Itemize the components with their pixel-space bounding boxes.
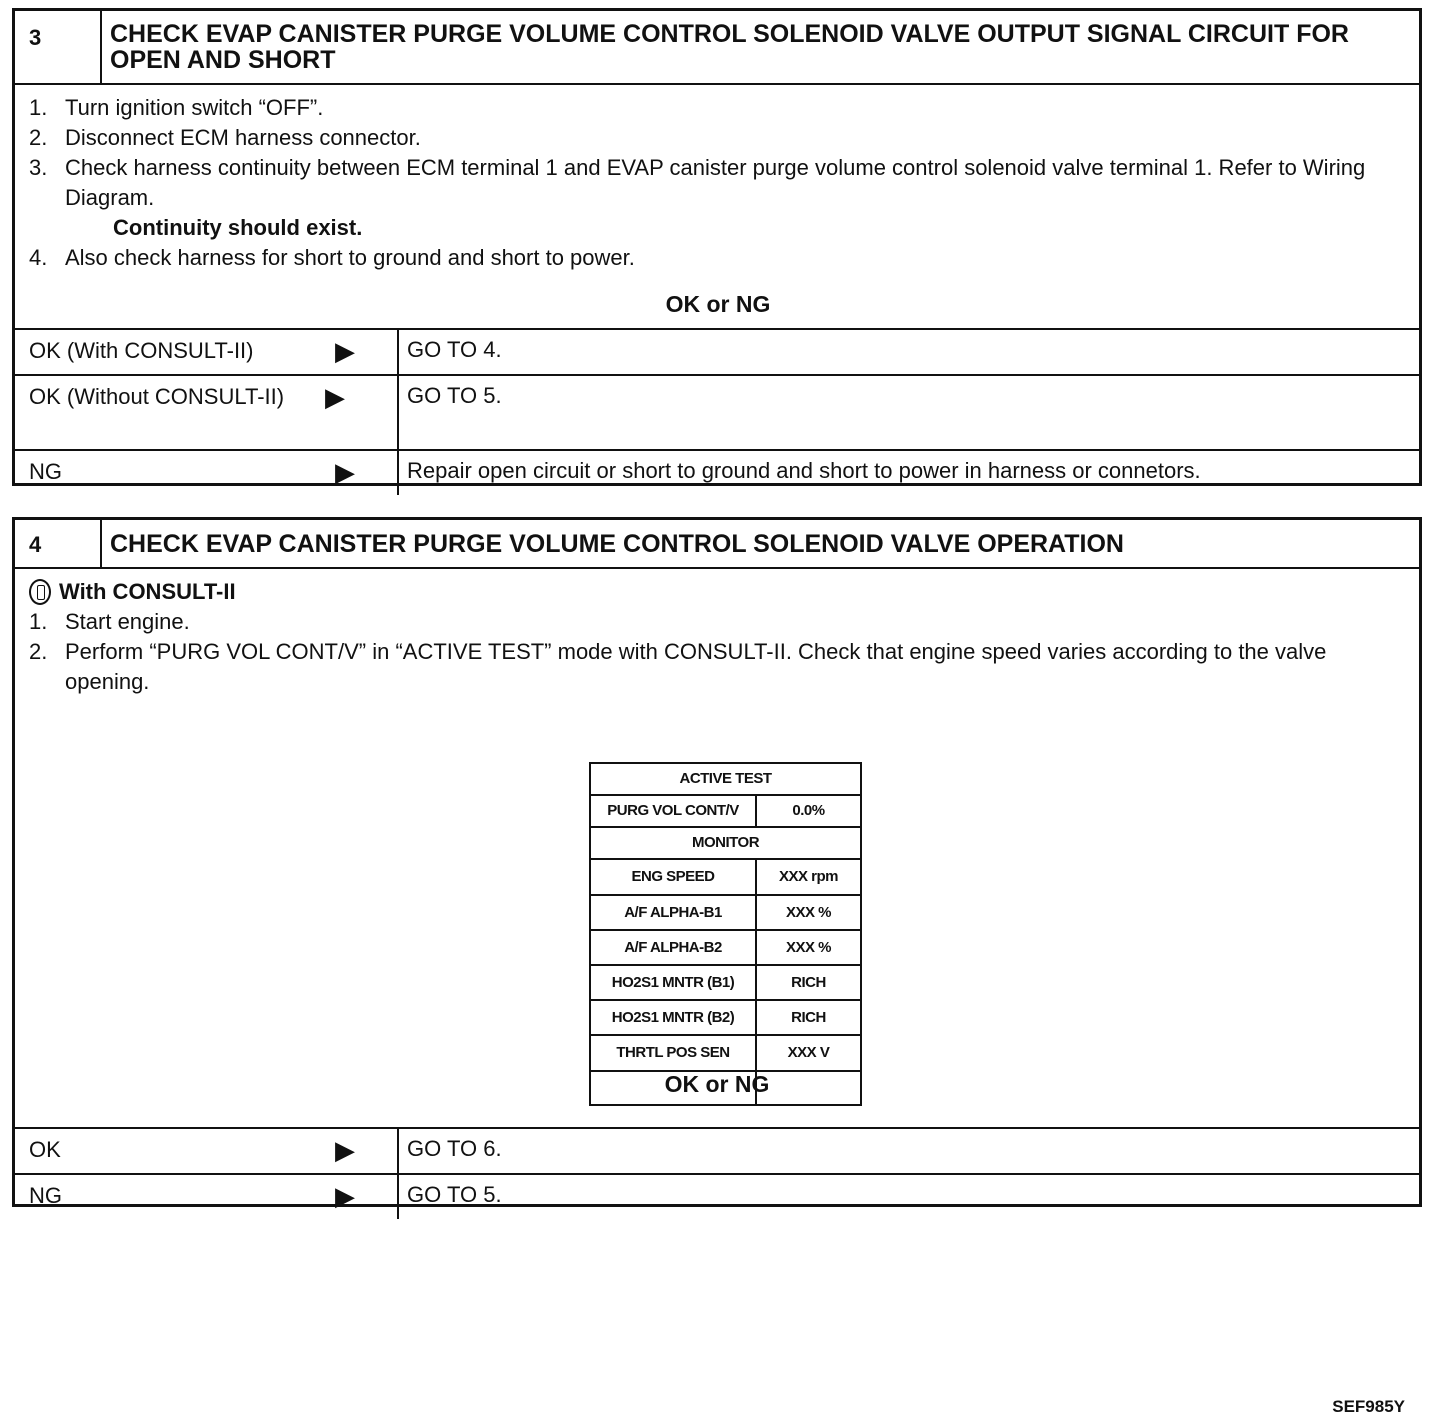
step-3-box	[12, 8, 1422, 486]
arrow-icon: ▶	[335, 457, 355, 487]
result-action: Repair open circuit or short to ground and short to power in harness or connetors.	[397, 451, 1419, 495]
continuity-requirement: Continuity should exist.	[113, 215, 363, 240]
procedure-step: 2. Perform “PURG VOL CONT/V” in “ACTIVE TEST” mode with CONSULT-II. Check that engine speed varies according to the valve opening.	[29, 639, 1327, 694]
procedure-step: 4. Also check harness for short to ground and short to power.	[29, 245, 635, 270]
result-action: GO TO 5.	[397, 376, 1419, 449]
monitor-value: RICH	[756, 965, 861, 1000]
arrow-icon: ▶	[325, 382, 345, 412]
result-row	[15, 328, 1419, 374]
result-row	[15, 1173, 1419, 1219]
active-test-header: ACTIVE TEST	[590, 763, 861, 795]
arrow-icon: ▶	[335, 1181, 355, 1211]
step-title: CHECK EVAP CANISTER PURGE VOLUME CONTROL SOLENOID VALVE OPERATION	[110, 530, 1124, 558]
step-header	[15, 11, 1419, 85]
monitor-value: XXX V	[756, 1035, 861, 1071]
result-action: GO TO 6.	[397, 1129, 1419, 1173]
monitor-label: A/F ALPHA-B2	[590, 930, 756, 965]
result-row	[15, 449, 1419, 495]
result-row	[15, 1127, 1419, 1173]
monitor-value: XXX %	[756, 930, 861, 965]
ok-or-ng-label: OK or NG	[664, 1071, 770, 1097]
result-condition: OK (With CONSULT-II)	[29, 338, 254, 363]
result-condition: OK (Without CONSULT-II)	[29, 384, 285, 409]
procedure-step: 1. Turn ignition switch “OFF”.	[29, 95, 324, 120]
arrow-icon: ▶	[335, 1135, 355, 1165]
monitor-header: MONITOR	[590, 827, 861, 859]
result-condition: NG	[29, 1183, 62, 1208]
procedure-step: 2. Disconnect ECM harness connector.	[29, 125, 421, 150]
monitor-value: XXX %	[756, 895, 861, 930]
ok-or-ng-label: OK or NG	[665, 291, 771, 317]
result-row	[15, 374, 1419, 449]
monitor-label: HO2S1 MNTR (B2)	[590, 1000, 756, 1035]
step-title: CHECK EVAP CANISTER PURGE VOLUME CONTROL SOLENOID VALVE OUTPUT SIGNAL CIRCUIT FOR OPEN AND SHORT	[110, 20, 1349, 74]
with-consult-heading: With CONSULT-II	[29, 577, 1407, 607]
monitor-label: A/F ALPHA-B1	[590, 895, 756, 930]
result-condition: NG	[29, 459, 62, 484]
active-test-item-value: 0.0%	[756, 795, 861, 827]
figure-code: SEF985Y	[1332, 1397, 1405, 1416]
procedure-steps	[15, 85, 1419, 328]
procedure-step: 1. Start engine.	[29, 609, 190, 634]
monitor-value: RICH	[756, 1000, 861, 1035]
monitor-value: XXX rpm	[756, 859, 861, 895]
monitor-label: HO2S1 MNTR (B1)	[590, 965, 756, 1000]
result-condition: OK	[29, 1137, 61, 1162]
consult-icon	[29, 579, 51, 605]
step-number: 3	[15, 11, 102, 83]
step-4-box	[12, 517, 1422, 1416]
arrow-icon: ▶	[335, 336, 355, 366]
monitor-label: ENG SPEED	[590, 859, 756, 895]
active-test-screen	[589, 762, 862, 1106]
monitor-label: THRTL POS SEN	[590, 1035, 756, 1071]
active-test-item: PURG VOL CONT/V	[590, 795, 756, 827]
procedure-step: 3. Check harness continuity between ECM terminal 1 and EVAP canister purge volume control solenoid valve terminal 1. Refer to Wiring Diagram.	[29, 155, 1366, 210]
step-number: 4	[15, 520, 102, 567]
step-header	[15, 520, 1419, 569]
result-action: GO TO 4.	[397, 330, 1419, 374]
result-action: GO TO 5.	[397, 1175, 1419, 1219]
